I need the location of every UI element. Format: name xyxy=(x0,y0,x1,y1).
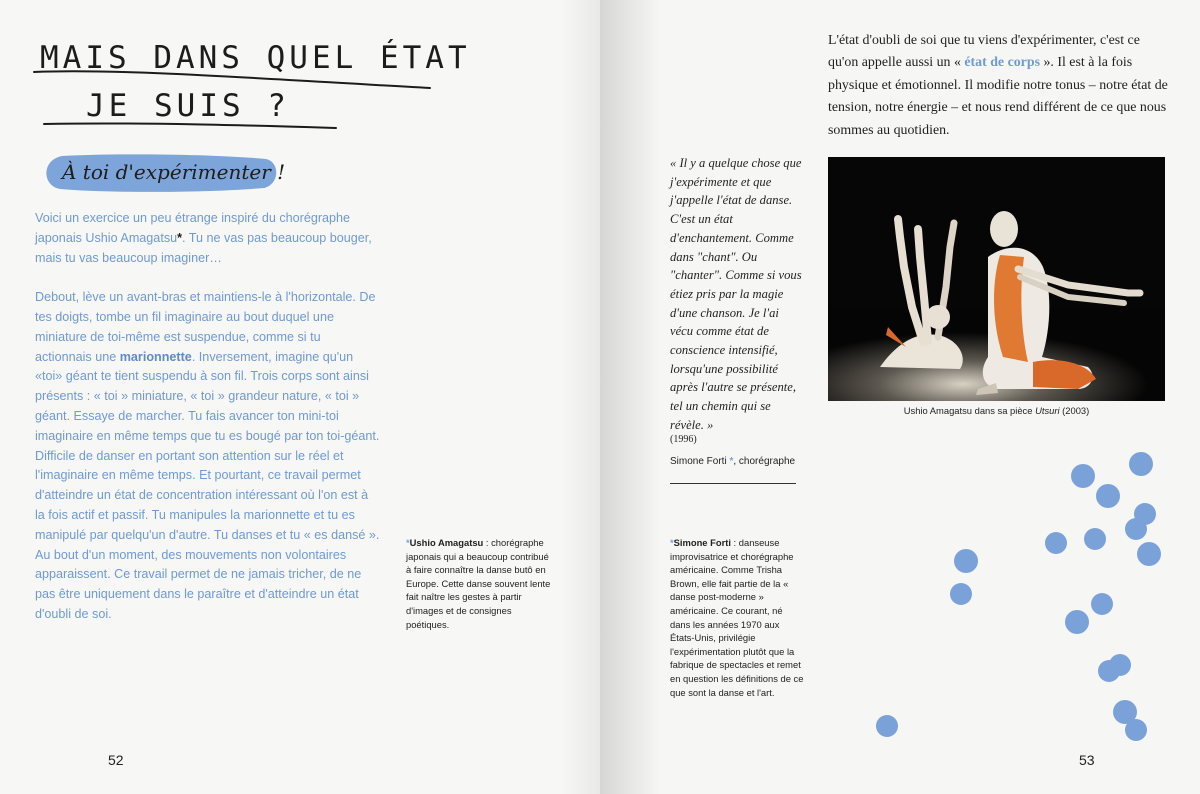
gutter-shadow-right xyxy=(600,0,660,794)
page-number-right: 53 xyxy=(1079,752,1095,768)
quote-author: Simone Forti *, chorégraphe xyxy=(670,456,796,467)
gutter-shadow-left xyxy=(560,0,600,794)
exercise-text xyxy=(35,209,380,645)
dot xyxy=(876,715,898,737)
dot xyxy=(1084,528,1106,550)
decorative-dots xyxy=(870,445,1180,755)
dot xyxy=(1137,542,1161,566)
dot xyxy=(954,549,978,573)
dot xyxy=(1071,464,1095,488)
quote-year: (1996) xyxy=(670,434,697,445)
forti-quote: « Il y a quelque chose que j'expérimente et que j'appelle l'état de danse. C'est un état d'enchantement. Comme dans "chant". Ou "chanter". Comme si vous étiez pris par la magie d'une chanson. Je l'ai vécu comme état de conscience intensifié, lorsqu'une possibilité après l'autre se présente, tel un chemin qui se révèle. » xyxy=(670,156,802,432)
footnote-forti: *Simone Forti : danseuse improvisatrice et chorégraphe américaine. Comme Trisha Brown, elle fait partie de la « danse post-moderne » américaine. Ce courant, né dans les années 1970 aux États-Unis, privilégie l'expérimentation plutôt que la fabrique de spectacles et remet en question les définitions de ce que sont la danse et l'art. xyxy=(670,537,804,698)
keyword-etat-de-corps: état de corps xyxy=(964,55,1040,71)
dot xyxy=(1125,719,1147,741)
dot xyxy=(1091,593,1113,615)
page-title-line-1: MAIS DANS QUEL ÉTAT xyxy=(40,40,471,76)
dot xyxy=(1096,484,1120,508)
dot xyxy=(1098,660,1120,682)
dance-photo xyxy=(828,157,1165,401)
divider xyxy=(670,483,796,484)
dot xyxy=(1065,610,1089,634)
paragraph-exercise: Debout, lève un avant-bras et maintiens-le à l'horizontale. De tes doigts, tombe un fil imaginaire au bout duquel une miniature de toi-même est suspendue, comme si tu actionnais une marionnette. Inversement, imagine qu'un «toi» géant te tient suspendu à son fil. Trois corps sont ainsi présents : « toi » miniature, « toi » grandeur nature, « toi » géant. Essaye de marcher. Tu fais avancer ton mini-toi imaginaire en même temps que tu es bougé par ton toi-géant. Difficile de danser en portant son attention sur le réel et l'imaginaire en même temps. Et pourtant, ce travail permet d'atteindre un état de concentration intéressant où l'on est à la fois actif et passif. Tu manipules la marionnette et tu es manipulé par quelqu'un d'autre. Tu danses et tu « es dansé ». Au bout d'un moment, des mouvements non volontaires apparaissent. Ce travail permet de ne jamais tricher, de ne pas être uniquement dans le paraître et d'atteindre un état d'oubli de soi. xyxy=(35,290,380,621)
page-title-line-2: JE SUIS ? xyxy=(86,88,290,124)
dot xyxy=(1125,518,1147,540)
dot xyxy=(950,583,972,605)
page-number-left: 52 xyxy=(108,752,124,768)
right-page xyxy=(600,0,1200,794)
dot xyxy=(1045,532,1067,554)
intro-text: L'état d'oubli de soi que tu viens d'expérimenter, c'est ce qu'on appelle aussi un « état de corps ». Il est à la fois physique et émotionnel. Il modifie notre tonus – notre état de tension, notre énergie – et nous rend différent de ce que nous sommes au quotidien. xyxy=(828,33,1168,138)
keyword-marionnette: marionnette xyxy=(119,349,192,364)
paragraph-intro: Voici un exercice un peu étrange inspiré du chorégraphe japonais Ushio Amagatsu*. Tu ne vas pas beaucoup bouger, mais tu vas beaucoup imaginer… xyxy=(35,211,372,265)
footnote-marker[interactable]: * xyxy=(177,230,183,245)
badge-label: À toi d'expérimenter ! xyxy=(62,160,286,184)
footnote-amagatsu: *Ushio Amagatsu : chorégraphe japonais qui a beaucoup contribué à faire connaître la danse butô en Europe. Cette danse souvent lente fait naître les gestes à partir d'images et de consignes poétiques. xyxy=(406,537,551,630)
photo-caption: Ushio Amagatsu dans sa pièce Utsuri (2003) xyxy=(903,405,1090,416)
dot xyxy=(1129,452,1153,476)
